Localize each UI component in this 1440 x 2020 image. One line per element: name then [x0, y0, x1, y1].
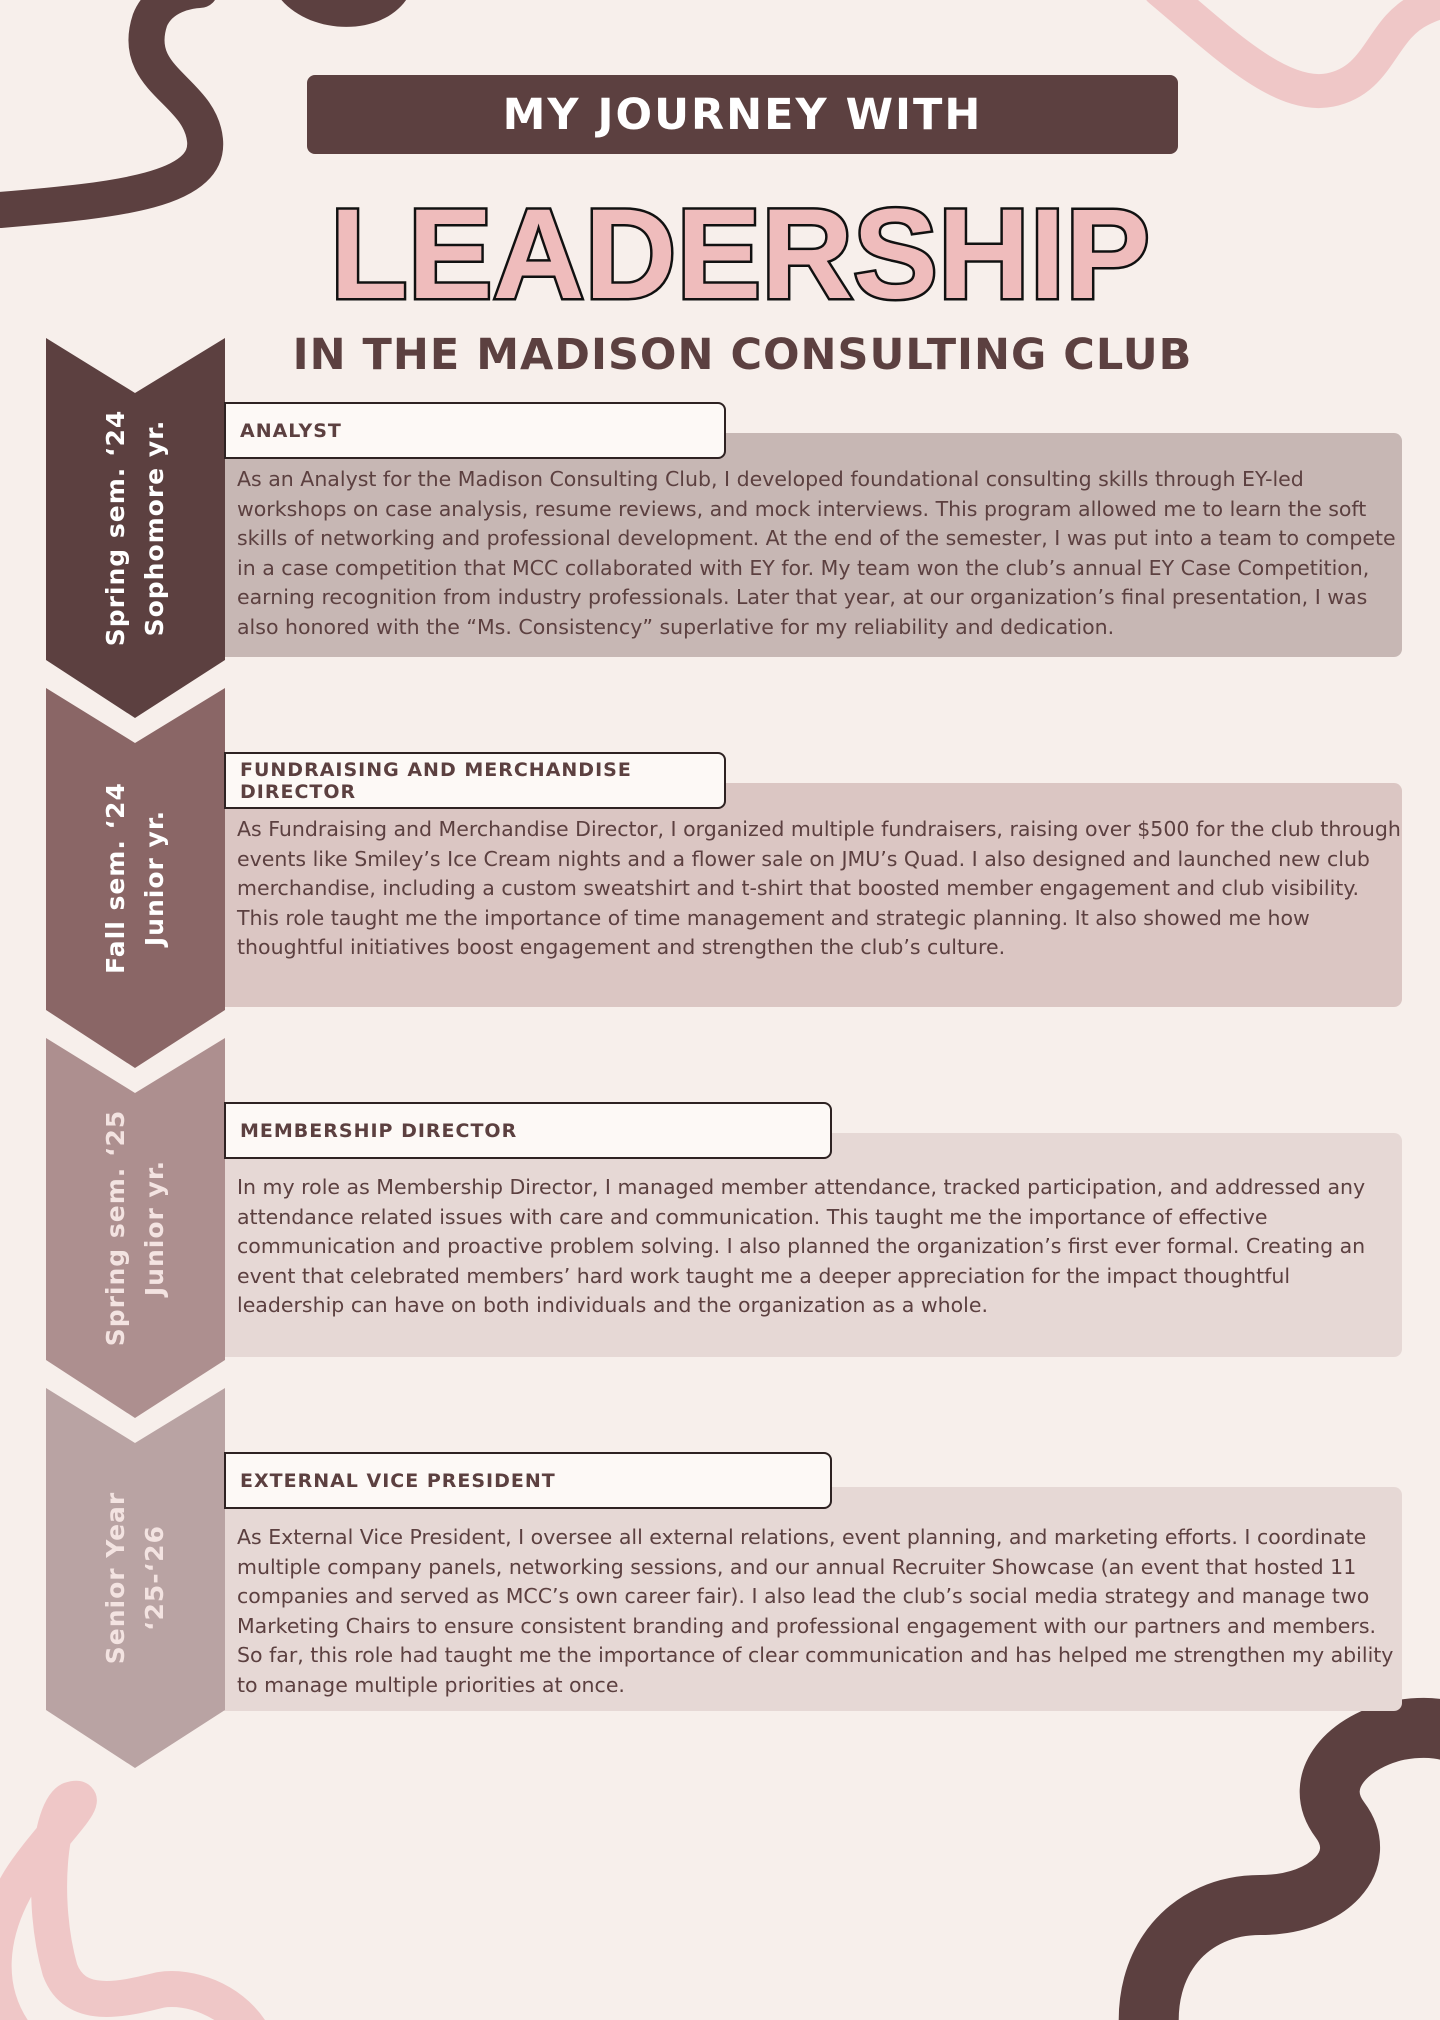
subtitle: IN THE MADISON CONSULTING CLUB — [292, 330, 1193, 380]
role-title: ANALYST — [240, 419, 342, 442]
timeline-chevron-3 — [46, 1038, 225, 1418]
role-description: As an Analyst for the Madison Consulting Club, I developed foundational consulting skills through EY-led workshops on case analysis, resume reviews, and mock interviews. This program allowed me to learn the soft skills of networking and professional development. At the end of the semester, I was put into a team to compete in a case competition that MCC collaborated with EY for. My team won the club’s annual EY Case Competition, earning recognition from industry professionals. Later that year, at our organization’s final presentation, I was also honored with the “Ms. Consistency” superlative for my reliability and dedication. — [237, 467, 1396, 639]
role-title: FUNDRAISING AND MERCHANDISE DIRECTOR — [240, 758, 632, 803]
role-title: EXTERNAL VICE PRESIDENT — [240, 1469, 556, 1492]
period-label: Senior Year — [101, 1491, 130, 1665]
role-title-tab — [224, 1102, 832, 1159]
role-title-tab — [224, 402, 726, 459]
role-title-tab — [224, 752, 726, 809]
role-description: As External Vice President, I oversee all external relations, event planning, and marketing efforts. I coordinate multiple company panels, networking sessions, and our annual Recruiter Showcase (an event that hosted 11 companies and served as MCC’s own career fair). I also lead the club’s social media strategy and manage two Marketing Chairs to ensure consistent branding and professional engagement with our partners and members. So far, this role had taught me the importance of clear communication and has helped me strengthen my ability to manage multiple priorities at once. — [237, 1525, 1394, 1697]
role-title-tab — [224, 1452, 832, 1509]
period-year: Junior yr. — [140, 1159, 169, 1297]
role-description: As Fundraising and Merchandise Director, I organized multiple fundraisers, raising over $500 for the club through events like Smiley’s Ice Cream nights and a flower sale on JMU’s Quad. I also designed and launched new club merchandise, including a custom sweatshirt and t-shirt that boosted member engagement and club visibility. This role taught me the importance of time management and strategic planning. It also showed me how thoughtful initiatives boost engagement and strengthen the club’s culture. — [237, 817, 1401, 960]
period-year: Junior yr. — [140, 809, 169, 947]
bottom-left-pink-squiggle — [0, 1799, 250, 2020]
period-label: Spring sem. ‘24 — [101, 409, 130, 647]
role-description: In my role as Membership Director, I managed member attendance, tracked participation, and addressed any attendance related issues with care and communication. This taught me the importance of effective communication and proactive problem solving. I also planned the organization’s first ever formal. Creating an event that celebrated members’ hard work taught me a deeper appreciation for the impact thoughtful leadership can have on both individuals and the organization as a whole. — [237, 1175, 1366, 1318]
banner-text: MY JOURNEY WITH — [502, 89, 983, 140]
period-label: Fall sem. ‘24 — [101, 782, 130, 974]
leadership-title — [300, 176, 1180, 336]
timeline-chevron-2 — [46, 688, 225, 1068]
header-banner — [307, 75, 1178, 154]
leadership-title-text: LEADERSHIP — [330, 183, 1150, 326]
period-label: Spring sem. ‘25 — [101, 1109, 130, 1347]
timeline-chevron-4 — [46, 1388, 225, 1768]
top-right-pink-squiggle — [1160, 0, 1440, 91]
top-left-dark-squiggle — [0, 0, 205, 210]
role-title: MEMBERSHIP DIRECTOR — [240, 1119, 518, 1142]
top-left-dark-blob — [270, 0, 415, 27]
period-year: Sophomore yr. — [140, 419, 169, 637]
period-year: ‘25-‘26 — [140, 1525, 169, 1631]
bottom-right-dark-squiggle — [1149, 1728, 1440, 2020]
timeline-chevron-1 — [46, 338, 225, 718]
